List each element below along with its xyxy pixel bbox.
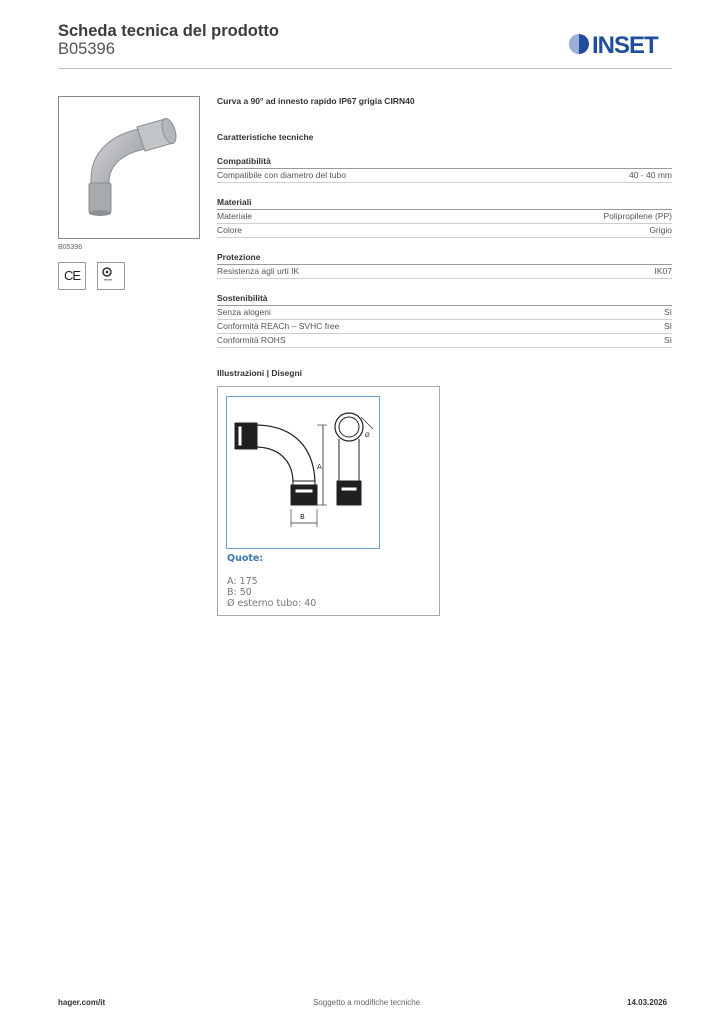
ce-mark-icon: CE: [58, 262, 86, 290]
product-image: [58, 96, 200, 239]
product-name: Curva a 90° ad innesto rapido IP67 grigia CIRN40: [217, 96, 415, 106]
spec-label: Compatibile con diametro del tubo: [217, 170, 346, 180]
footer-date: 14.03.2026: [627, 998, 668, 1007]
section-title: Materiali: [217, 197, 672, 210]
imq-mark-icon: [97, 262, 125, 290]
product-details: [217, 96, 672, 378]
spec-row: [217, 210, 672, 224]
spec-value: Polipropilene (PP): [603, 211, 672, 221]
spec-value: Sì: [663, 307, 672, 317]
image-caption: B05396: [58, 244, 83, 251]
footer-note: Soggetto a modifiche tecniche: [313, 998, 421, 1007]
spec-section-sustainability: [217, 293, 672, 348]
spec-section-protection: [217, 252, 672, 279]
spec-section-materials: [217, 197, 672, 238]
spec-heading: Caratteristiche tecniche: [217, 132, 314, 142]
quote-line: Ø esterno tubo: 40: [227, 598, 317, 609]
quote-line: B: 50: [227, 587, 252, 598]
spec-row: [217, 306, 672, 320]
spec-value: Sì: [663, 335, 672, 345]
spec-value: Sì: [663, 321, 672, 331]
illustration-panel: [217, 386, 440, 616]
spec-label: Conformità ROHS: [217, 335, 286, 345]
dimension-diameter-label: Ø: [365, 432, 370, 439]
header-divider: [58, 68, 672, 69]
footer-site-link[interactable]: hager.com/it: [58, 998, 106, 1007]
spec-value: 40 - 40 mm: [629, 170, 672, 180]
inset-logo: [568, 30, 674, 58]
spec-label: Resistenza agli urti IK: [217, 266, 300, 276]
spec-label: Senza alogeni: [217, 307, 271, 317]
product-code: B05396: [58, 40, 115, 58]
technical-drawing: [226, 396, 380, 549]
spec-value: Grigio: [649, 225, 672, 235]
spec-row: [217, 334, 672, 348]
spec-row: [217, 169, 672, 183]
spec-row: [217, 224, 672, 238]
spec-row: [217, 265, 672, 279]
quote-title: Quote:: [227, 553, 264, 564]
illustrations-heading: Illustrazioni | Disegni: [217, 368, 303, 378]
spec-label: Conformità REACh – SVHC free: [217, 321, 340, 331]
spec-row: [217, 320, 672, 334]
section-title: Protezione: [217, 252, 672, 265]
spec-label: Colore: [217, 225, 243, 235]
logo-text: INSET: [592, 32, 658, 58]
section-title: Compatibilità: [217, 156, 672, 169]
spec-label: Materiale: [217, 211, 252, 221]
dimension-b-label: B: [300, 513, 305, 521]
spec-value: IK07: [654, 266, 672, 276]
quote-line: A: 175: [227, 576, 258, 587]
spec-section-compatibility: [217, 156, 672, 183]
page-title: Scheda tecnica del prodotto: [58, 22, 279, 40]
dimension-a-label: A: [317, 463, 322, 471]
section-title: Sostenibilità: [217, 293, 672, 306]
